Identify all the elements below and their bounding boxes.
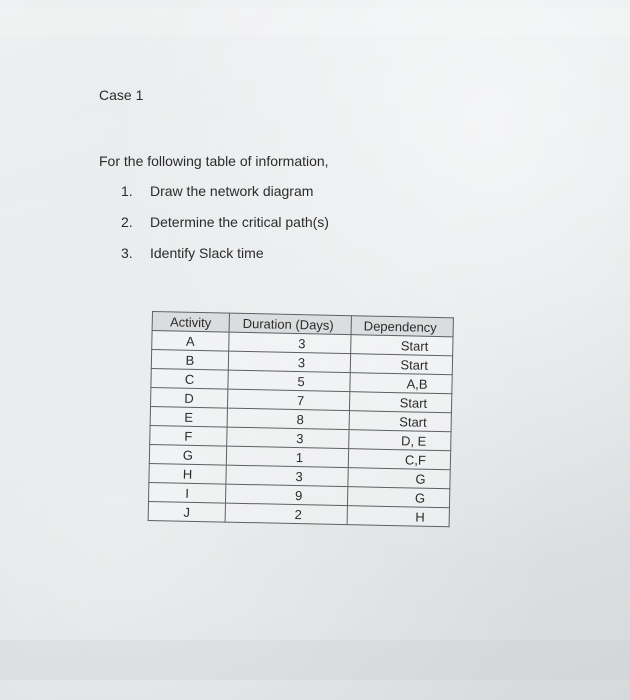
cell-dependency: Start	[350, 354, 452, 375]
cell-dependency: Start	[349, 411, 451, 432]
cell-dependency: Start	[351, 335, 453, 356]
cell-activity: B	[151, 350, 228, 371]
cell-activity: E	[150, 406, 227, 427]
cell-duration: 3	[229, 332, 352, 354]
task-text: Determine the critical path(s)	[150, 214, 329, 230]
activity-table	[148, 311, 454, 527]
intro-text: For the following table of information,	[99, 153, 329, 169]
header-dependency: Dependency	[351, 316, 453, 337]
cell-activity: J	[148, 501, 225, 522]
cell-activity: A	[152, 331, 229, 352]
task-number: 3.	[121, 245, 133, 261]
header-activity: Activity	[152, 312, 229, 333]
cell-dependency: Start	[350, 392, 452, 413]
cell-activity: I	[149, 482, 226, 503]
task-number: 1.	[121, 183, 133, 199]
cell-dependency: H	[347, 506, 449, 527]
cell-dependency: C,F	[348, 449, 450, 470]
task-item	[121, 183, 329, 214]
cell-activity: D	[150, 387, 227, 408]
cell-duration: 3	[228, 351, 351, 373]
cell-dependency: D, E	[349, 430, 451, 451]
cell-dependency: G	[348, 487, 450, 508]
glare-band	[0, 8, 630, 36]
task-item	[121, 214, 329, 245]
cell-duration: 8	[227, 408, 350, 430]
task-text: Draw the network diagram	[150, 183, 314, 199]
activity-table-wrapper	[148, 311, 454, 527]
cell-duration: 7	[227, 389, 350, 411]
cell-duration: 5	[228, 370, 351, 392]
cell-duration: 2	[225, 503, 348, 525]
header-duration: Duration (Days)	[229, 313, 352, 335]
cell-activity: G	[149, 444, 226, 465]
cell-activity: H	[149, 463, 226, 484]
cell-activity: F	[150, 425, 227, 446]
cell-duration: 3	[226, 465, 349, 487]
task-list	[121, 183, 329, 276]
cell-dependency: G	[348, 468, 450, 489]
cell-activity: C	[151, 368, 228, 389]
case-title: Case 1	[99, 87, 144, 103]
task-text: Identify Slack time	[150, 245, 264, 261]
shadow-band	[0, 640, 630, 680]
cell-duration: 9	[225, 484, 348, 506]
task-item	[121, 245, 329, 276]
cell-dependency: A,B	[350, 373, 452, 394]
task-number: 2.	[121, 214, 133, 230]
cell-duration: 3	[227, 427, 350, 449]
cell-duration: 1	[226, 446, 349, 468]
